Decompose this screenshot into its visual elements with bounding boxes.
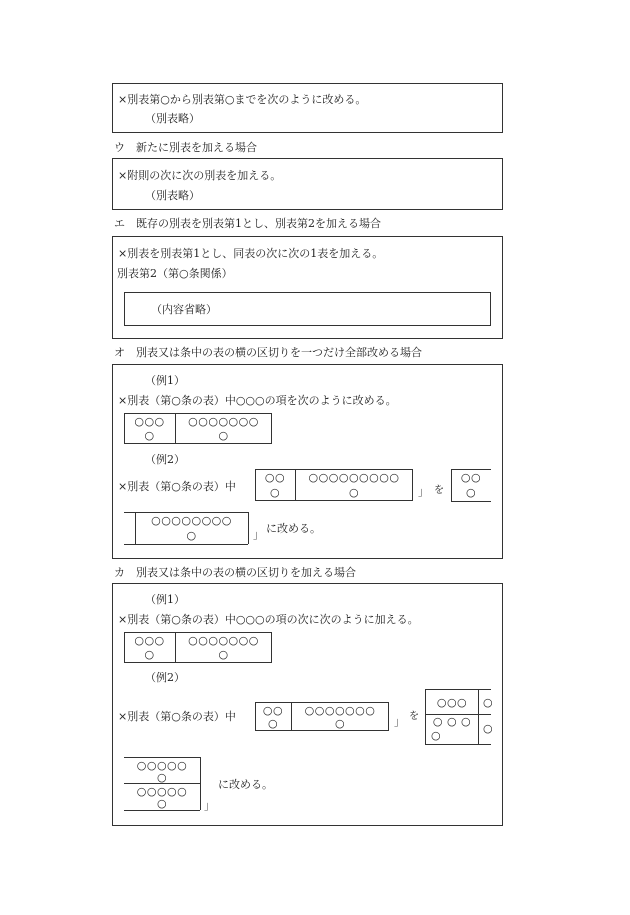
box4-ex2-table-c-top [124, 512, 248, 513]
box5-ex2-b-r1: ○○○ [436, 696, 468, 709]
box5-ex1-cell2-top: ○○○○○○○ [188, 634, 259, 647]
box5-ex2-table-c-top [124, 757, 200, 758]
box5-ex1-label: （例1） [145, 593, 185, 606]
box4-ex2-a-cell1-bot: ○ [269, 486, 281, 499]
heading-ka: カ 別表又は条中の表の横の区切りを加える場合 [114, 566, 356, 579]
box4-bracket-1: 」 [418, 485, 429, 498]
box5-ex1-cell2-bot: ○ [218, 648, 229, 661]
box4-ex2-label: （例2） [145, 453, 185, 466]
box4-ex1-cell1-bot: ○ [144, 429, 155, 442]
box4-ex1-label: （例1） [145, 374, 185, 387]
box4-ex2-a-cell1-top: ○○ [264, 471, 286, 484]
box4-ex1-cell1-top: ○○○ [134, 415, 165, 428]
section-box-2 [112, 158, 503, 210]
box4-wo: を [434, 485, 444, 496]
box5-ex2-a-cell2-top: ○○○○○○○ [304, 704, 376, 717]
box5-bracket-1: 」 [394, 715, 405, 728]
box5-wo: を [409, 711, 419, 722]
box1-line1: ×別表第○から別表第○までを次のように改める。 [118, 93, 367, 106]
box5-ex2-label: （例2） [145, 671, 185, 684]
box5-ex2-b-r2a: ○ ○ ○ [432, 715, 472, 728]
box5-ex1-cell1-top: ○○○ [134, 634, 165, 647]
box5-ex1-cell1-bot: ○ [144, 648, 155, 661]
box5-ex2-c-r1b: ○ [156, 771, 168, 784]
box4-ex2-table-b-top [451, 469, 491, 470]
box4-ex1-text: ×別表（第○条の表）中○○○の項を次のように改める。 [118, 394, 397, 407]
box3-line2: 別表第2（第○条関係） [117, 267, 233, 280]
box4-ex2-c-bot: ○ [186, 529, 197, 542]
box5-ex2-c-r2: ○○○○○ [136, 785, 188, 798]
box4-ex2-table-b-bottom [451, 501, 491, 502]
heading-u: ウ 新たに別表を加える場合 [114, 141, 257, 154]
box5-ex2-text: ×別表（第○条の表）中 [118, 710, 236, 723]
box5-ex2-c-r1: ○○○○○ [136, 759, 188, 772]
box5-ex2-a-cell1-bot: ○ [267, 717, 279, 730]
box5-ex2-table-c-right [200, 757, 201, 810]
box5-ex2-b-r2b: ○ [431, 729, 441, 742]
box5-ex2-table-c-bottom [124, 810, 200, 811]
heading-o: オ 別表又は条中の表の横の区切りを一つだけ全部改める場合 [114, 346, 422, 359]
box4-ex2-a-cell2-bot: ○ [348, 486, 360, 499]
box5-ex1-text: ×別表（第○条の表）中○○○の項の次に次のように加える。 [118, 613, 419, 626]
box5-ex2-b-r1-right: ○ [483, 696, 493, 709]
box4-ex2-table-c-bottom [124, 544, 248, 545]
box5-ex2-c-r2b: ○ [156, 797, 168, 810]
box4-ex1-cell2-bot: ○ [218, 429, 229, 442]
box5-bracket-2: 」 [204, 799, 215, 812]
box5-ex2-a-cell2-bot: ○ [334, 717, 346, 730]
box4-bracket-2: 」 [253, 528, 264, 541]
box5-ex2-end: に改める。 [218, 778, 273, 791]
box5-ex2-table-b-top [425, 689, 491, 690]
box5-ex2-b-r2-right: ○ [483, 722, 493, 735]
box2-line1: ×附則の次に次の別表を加える。 [118, 169, 282, 182]
box5-ex2-table-b-bottom [425, 744, 491, 745]
box1-line2: （別表略） [145, 112, 200, 125]
box4-ex1-cell2-top: ○○○○○○○ [188, 415, 259, 428]
box2-line2: （別表略） [145, 189, 200, 202]
box4-ex2-table-c-right [248, 512, 249, 544]
heading-e: エ 既存の別表を別表第1とし、別表第2を加える場合 [114, 217, 381, 230]
box3-line1: ×別表を別表第1とし、同表の次に次の1表を加える。 [118, 247, 384, 260]
section-box-1 [112, 83, 503, 133]
box4-ex2-c-top: ○○○○○○○○ [151, 514, 232, 527]
box4-ex2-b-bot: ○ [465, 486, 477, 499]
box5-ex2-a-cell1-top: ○○ [262, 704, 284, 717]
box4-ex2-a-cell2-top: ○○○○○○○○○ [308, 471, 400, 484]
box4-ex2-end: に改める。 [266, 522, 321, 535]
inner-content-text: （内容省略） [151, 303, 217, 316]
box4-ex2-b-top: ○○ [460, 471, 482, 484]
box4-ex2-text: ×別表（第○条の表）中 [118, 480, 236, 493]
box5-ex2-table-b-divider [478, 689, 479, 744]
